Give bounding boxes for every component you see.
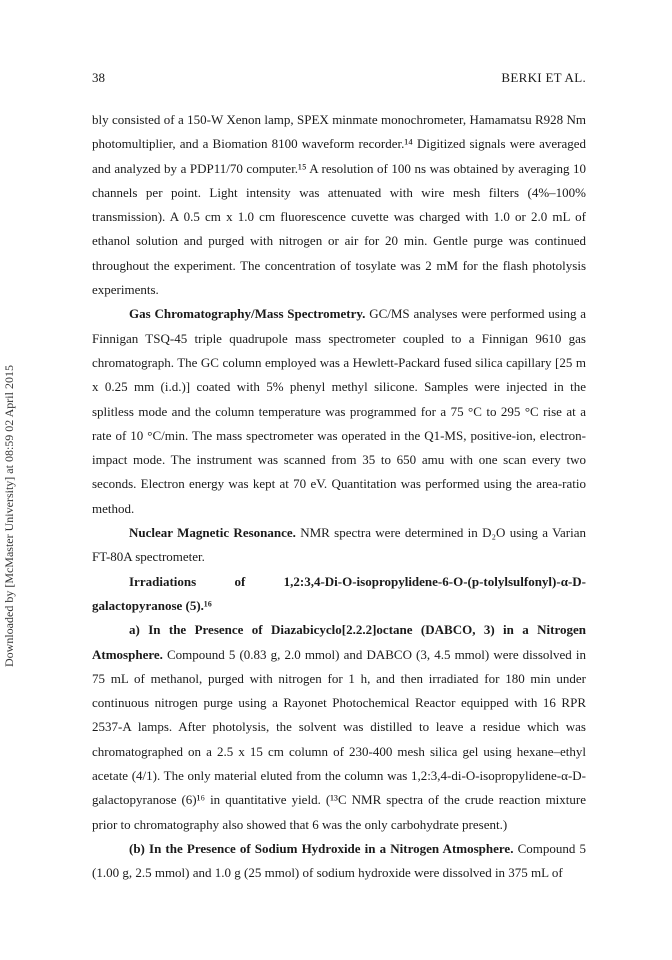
page-number: 38 <box>92 70 105 85</box>
paragraph-gcms <box>92 302 586 521</box>
running-head: BERKI ET AL. <box>501 70 586 85</box>
paragraph-instrumentation <box>92 108 586 302</box>
section-heading: Irradiations of 1,2:3,4-Di-O-isopropylidene-6-O-(p-tolylsulfonyl)-α-D-galactopyranose (5).¹⁶ <box>92 573 586 613</box>
section-heading: (b) In the Presence of Sodium Hydroxide in a Nitrogen Atmosphere. <box>129 840 514 856</box>
body-text <box>92 108 586 886</box>
paragraph-text: GC/MS analyses were performed using a Finnigan TSQ-45 triple quadrupole mass spectrometer coupled to a Finnigan 9610 gas chromatograph. The GC column employed was a Hewlett-Packard fused silica capillary [25 m x 0.25 mm (i.d.)] coated with 5% phenyl methyl silicone. Samples were injected in the splitless mode and the column temperature was programmed for a 75 °C to 295 °C rise at a rate of 10 °C/min. The mass spectrometer was operated in the Q1-MS, positive-ion, electron-impact mode. The instrument was scanned from 35 to 650 amu with one scan every two seconds. Electron energy was kept at 70 eV. Quantitation was performed using the area-ratio method. <box>92 306 587 516</box>
download-watermark <box>0 315 20 675</box>
paragraph-irradiations-heading <box>92 570 586 619</box>
section-heading: a) In the Presence of Diazabicyclo[2.2.2]octane (DABCO, 3) in a Nitrogen Atmosphere. <box>92 622 586 662</box>
page-header <box>92 70 586 88</box>
paragraph-text: bly consisted of a 150-W Xenon lamp, SPEX minmate monochrometer, Hamamatsu R928 Nm photomultiplier, and a Biomation 8100 waveform recorder.¹⁴ Digitized signals were averaged and analyzed by a PDP11/70 computer.¹⁵ A resolution of 100 ns was obtained by averaging 10 channels per point. Light intensity was attenuated with wire mesh filters (4%–100% transmission). A 0.5 cm x 1.0 cm fluorescence cuvette was charged with 1.0 or 2.0 mL of ethanol solution and purged with nitrogen or air for 20 min. Gentle purge was continued throughout the experiment. The concentration of tosylate was 2 mM for the flash photolysis experiments. <box>92 112 586 298</box>
section-heading: Nuclear Magnetic Resonance. <box>129 525 296 541</box>
paragraph-text: Compound 5 (0.83 g, 2.0 mmol) and DABCO (3, 4.5 mmol) were dissolved in 75 mL of methanol, purged with nitrogen for 1 h, and then irradiated for 180 min under continuous nitrogen purge using a Rayonet Photochemical Reactor equipped with 16 RPR 2537-A lamps. After photolysis, the solvent was distilled to leave a residue which was chromatographed on a 2.5 x 15 cm column of 230-400 mesh silica gel using hexane–ethyl acetate (4/1). The only material eluted from the column was 1,2:3,4-di-O-isopropylidene-α-D-galactopyranose (6)¹⁶ in quantitative yield. (¹³C NMR spectra of the crude reaction mixture prior to chromatography also showed that 6 was the only carbohydrate present.) <box>92 646 586 832</box>
paragraph-dabco <box>92 618 586 837</box>
section-heading: Gas Chromatography/Mass Spectrometry. <box>129 306 366 322</box>
paragraph-text: NMR spectra were determined in D₂O using a Varian FT-80A spectrometer. <box>92 525 586 565</box>
paragraph-text: Compound 5 (1.00 g, 2.5 mmol) and 1.0 g (25 mmol) of sodium hydroxide were dissolved in 375 mL of <box>92 840 586 881</box>
paragraph-nmr <box>92 521 586 570</box>
download-note: Downloaded by [McMaster University] at 08:59 02 April 2015 <box>2 365 16 667</box>
paragraph-naoh <box>92 837 586 886</box>
